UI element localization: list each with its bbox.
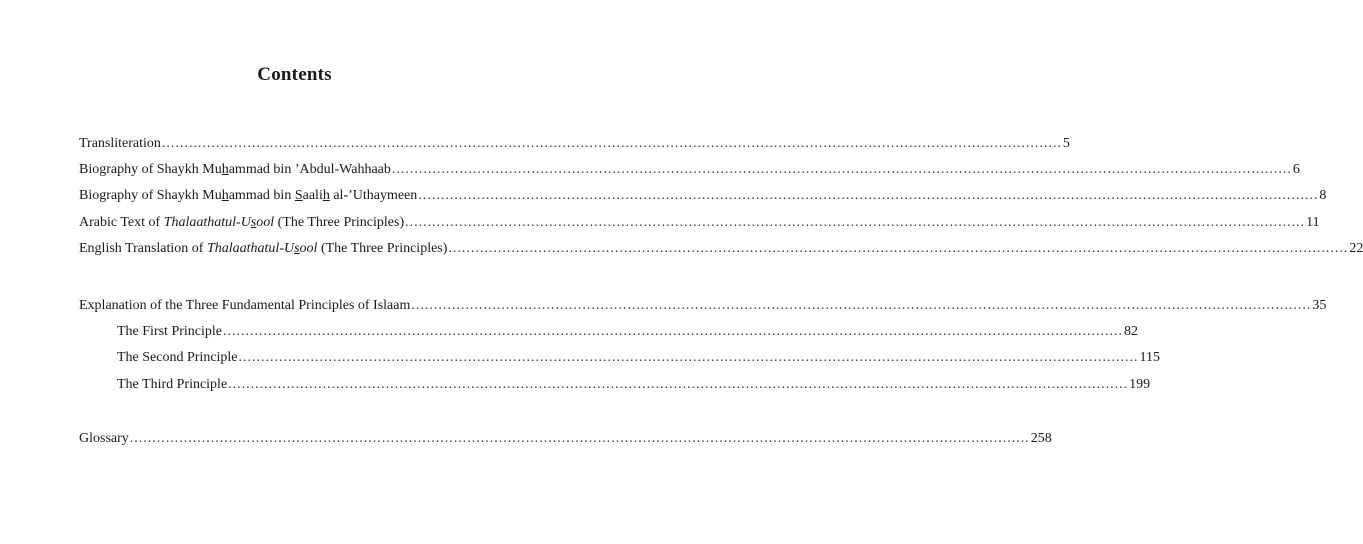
- toc-label-segment: Thalaathatul-U: [206, 241, 295, 256]
- toc-label-segment: (The Three Principles): [274, 215, 405, 230]
- dot-leader: ........................................................................................................................................................................................................: [161, 136, 1062, 151]
- toc-label-segment: Thalaathatul-U: [163, 215, 251, 230]
- toc-entry-label: [79, 240, 447, 258]
- toc-entry-label: [117, 349, 238, 367]
- toc-page-number: 35: [1312, 298, 1327, 313]
- toc-page-number: 5: [1062, 136, 1070, 151]
- toc-label-segment: Biography of Shaykh Mu: [79, 188, 222, 203]
- toc-page-number: 199: [1129, 377, 1151, 392]
- dot-leader: ........................................................................................................................................................................................................: [228, 377, 1129, 392]
- toc-entry-label: [117, 323, 222, 341]
- dot-leader: ........................................................................................................................................................................................................: [238, 350, 1139, 365]
- toc-page-number: 22: [1349, 241, 1363, 256]
- toc-entry-first-principle[interactable]: [117, 323, 1138, 341]
- toc-entry-biography-wahhaab[interactable]: [79, 161, 1300, 179]
- toc-label-segment: ool: [299, 241, 318, 256]
- toc-entry-label: [79, 214, 404, 232]
- toc-label-segment: Explanation of the Three Fundamental Principles of Islaam: [79, 298, 411, 313]
- dot-leader: ........................................................................................................................................................................................................: [391, 162, 1292, 177]
- toc-label-segment: ammad bin ’Abdul-Wahhaab: [228, 162, 391, 177]
- toc-label-segment: English Translation of: [79, 241, 207, 256]
- toc-entry-label: [79, 297, 410, 315]
- toc-label-segment: Glossary: [79, 431, 129, 446]
- toc-entry-label: [79, 430, 129, 448]
- page-title: Contents: [257, 64, 332, 85]
- toc-label-segment: s: [250, 215, 257, 230]
- toc-page-number: 258: [1030, 431, 1052, 446]
- toc-page-number: 8: [1319, 188, 1327, 203]
- toc-page-number: 82: [1124, 324, 1138, 339]
- toc-label-segment: h: [221, 188, 229, 203]
- dot-leader: ........................................................................................................................................................................................................: [129, 431, 1030, 446]
- toc-page-number: 6: [1292, 162, 1300, 177]
- toc-label-segment: Arabic Text of: [79, 215, 164, 230]
- toc-label-segment: The Second Principle: [117, 350, 238, 365]
- dot-leader: ........................................................................................................................................................................................................: [405, 215, 1306, 230]
- toc-label-segment: Transliteration: [79, 136, 161, 151]
- toc-entry-label: [79, 161, 391, 179]
- toc-label-segment: h: [322, 188, 330, 203]
- dot-leader: ........................................................................................................................................................................................................: [448, 241, 1349, 256]
- toc-label-segment: (The Three Principles): [317, 241, 448, 256]
- toc-label-segment: The Third Principle: [117, 377, 228, 392]
- toc-label-segment: S: [294, 188, 303, 203]
- toc-entry-third-principle[interactable]: [117, 376, 1151, 394]
- toc-label-segment: The First Principle: [117, 324, 222, 339]
- dot-leader: ........................................................................................................................................................................................................: [223, 324, 1123, 339]
- toc-page-number: 115: [1139, 350, 1161, 365]
- toc-label-segment: al-’Uthaymeen: [329, 188, 418, 203]
- toc-entry-explanation[interactable]: [79, 297, 1327, 315]
- toc-entry-second-principle[interactable]: [117, 349, 1161, 367]
- toc-label-segment: ammad bin: [228, 188, 295, 203]
- toc-entry-arabic-text[interactable]: [79, 214, 1320, 232]
- toc-label-segment: ool: [256, 215, 275, 230]
- dot-leader: ........................................................................................................................................................................................................: [418, 188, 1319, 203]
- toc-label-segment: h: [221, 162, 229, 177]
- toc-entry-english-translation[interactable]: [79, 240, 1363, 258]
- dot-leader: ........................................................................................................................................................................................................: [411, 298, 1312, 313]
- toc-entry-label: [117, 376, 227, 394]
- toc-page-number: 11: [1306, 215, 1320, 230]
- toc-entry-label: [79, 135, 161, 153]
- toc-entry-label: [79, 187, 417, 205]
- toc-entry-biography-uthaymeen[interactable]: [79, 187, 1327, 205]
- toc-entry-transliteration[interactable]: [79, 135, 1070, 153]
- toc-label-segment: aali: [302, 188, 323, 203]
- toc-entry-glossary[interactable]: [79, 430, 1052, 448]
- toc-label-segment: Biography of Shaykh Mu: [79, 162, 222, 177]
- toc-label-segment: s: [294, 241, 300, 256]
